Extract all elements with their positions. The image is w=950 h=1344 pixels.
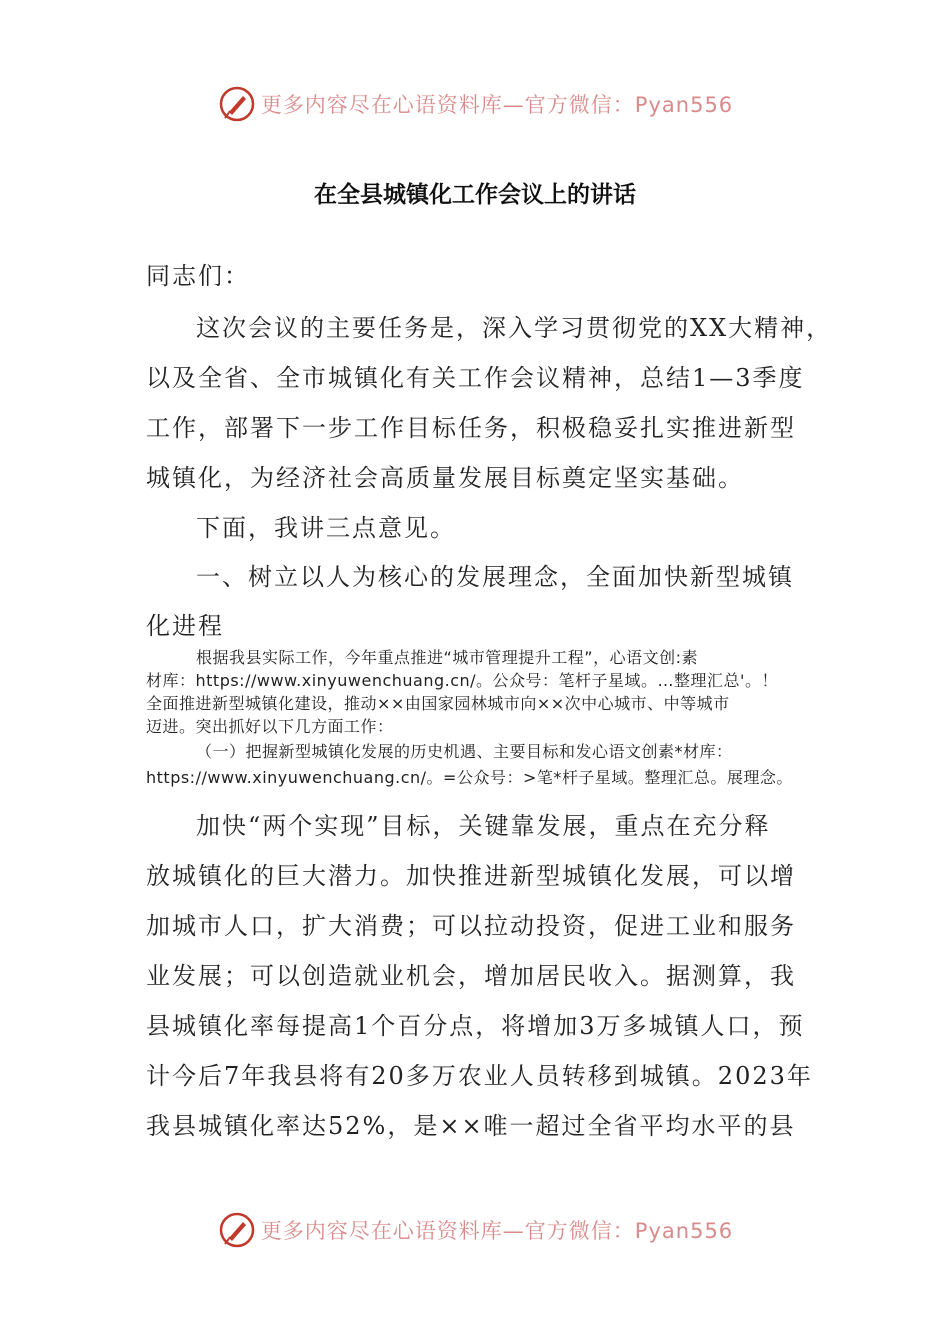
paragraph-line: 下面，我讲三点意见。 — [196, 514, 456, 542]
paragraph-line: 放城镇化的巨大潜力。加快推进新型城镇化发展，可以增 — [146, 862, 796, 890]
small-text-line: https://www.xinyuwenchuang.cn/。=公众号：>笔*杆子星域。整理汇总。展理念。 — [146, 768, 793, 787]
paragraph-line: 这次会议的主要任务是，深入学习贯彻党的XX大精神， — [196, 314, 833, 342]
small-text-line: 全面推进新型城镇化建设，推动××由国家园林城市向××次中心城市、中等城市 — [146, 694, 730, 713]
section-heading: 一、树立以人为核心的发展理念，全面加快新型城镇 — [196, 563, 794, 591]
paragraph-line: 加城市人口，扩大消费；可以拉动投资，促进工业和服务 — [146, 912, 796, 940]
paragraph-line: 以及全省、全市城镇化有关工作会议精神，总结1—3季度 — [146, 364, 805, 392]
paragraph-line: 计今后7年我县将有20多万农业人员转移到城镇。2023年 — [146, 1062, 813, 1090]
small-text-line: 材库：https://www.xinyuwenchuang.cn/。公众号：笔杆子星域。…整理汇总'。！ — [146, 671, 778, 690]
paragraph-line: 业发展；可以创造就业机会，增加居民收入。据测算，我 — [146, 962, 796, 990]
paragraph-line: 加快“两个实现”目标，关键靠发展，重点在充分释 — [196, 812, 771, 840]
small-text-line: 根据我县实际工作，今年重点推进“城市管理提升工程”，心语文创:素 — [196, 648, 698, 667]
paragraph-line: 城镇化，为经济社会高质量发展目标奠定坚实基础。 — [146, 464, 744, 492]
banner-text: 更多内容尽在心语资料库—官方微信：Pyan556 — [260, 93, 734, 117]
paragraph-line: 县城镇化率每提高1个百分点，将增加3万多城镇人口，预 — [146, 1012, 805, 1040]
salutation: 同志们： — [146, 262, 250, 290]
small-text-line: 迈进。突出抓好以下几方面工作： — [146, 717, 394, 736]
footer-banner — [0, 1208, 950, 1252]
section-heading: 化进程 — [146, 612, 224, 640]
banner-text: 更多内容尽在心语资料库—官方微信：Pyan556 — [260, 1219, 734, 1243]
pen-logo-icon — [217, 84, 257, 124]
document-title: 在全县城镇化工作会议上的讲话 — [314, 182, 636, 208]
header-banner — [0, 82, 950, 126]
paragraph-line: 工作，部署下一步工作目标任务，积极稳妥扎实推进新型 — [146, 414, 796, 442]
paragraph-line: 我县城镇化率达52%，是××唯一超过全省平均水平的县 — [146, 1112, 796, 1140]
pen-logo-icon — [217, 1210, 257, 1250]
small-text-line: （一）把握新型城镇化发展的历史机遇、主要目标和发心语文创素*材库： — [196, 742, 733, 761]
